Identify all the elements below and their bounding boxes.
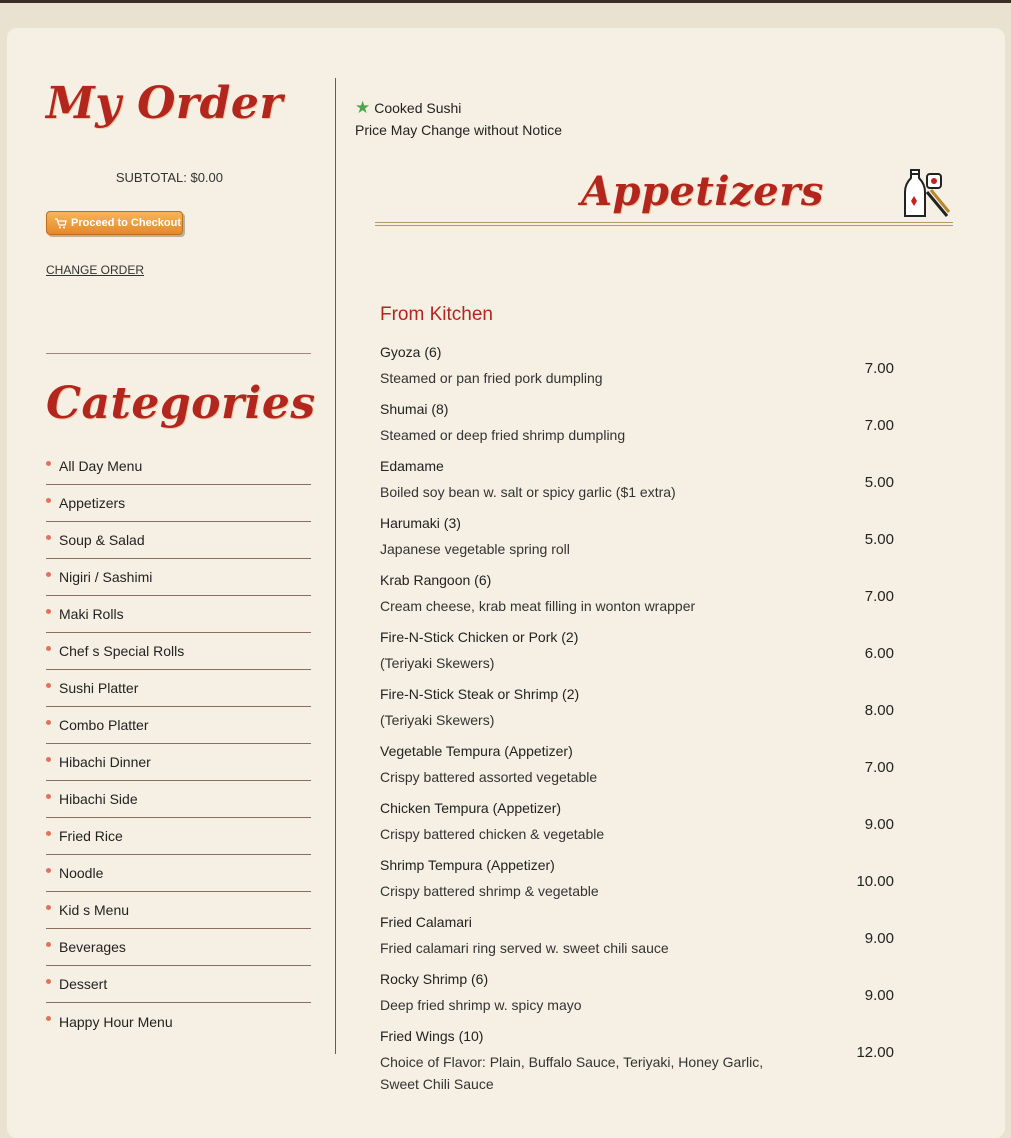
category-label: All Day Menu bbox=[59, 458, 143, 474]
proceed-to-checkout-button[interactable] bbox=[46, 211, 183, 235]
item-name: Edamame bbox=[380, 458, 444, 474]
item-description: Crispy battered assorted vegetable bbox=[380, 769, 598, 785]
category-item[interactable] bbox=[46, 929, 311, 966]
section-header bbox=[375, 168, 955, 228]
category-label: Fried Rice bbox=[59, 828, 123, 844]
cooked-sushi-label: Cooked Sushi bbox=[374, 100, 462, 116]
star-icon: ★ bbox=[355, 98, 371, 117]
category-label: Chef s Special Rolls bbox=[59, 643, 185, 659]
item-name: Rocky Shrimp (6) bbox=[380, 971, 489, 987]
menu-item-list bbox=[380, 344, 920, 1095]
item-name: Shumai (8) bbox=[380, 401, 449, 417]
menu-item[interactable] bbox=[380, 857, 920, 914]
bullet-icon bbox=[46, 535, 51, 540]
sidebar bbox=[46, 78, 316, 1030]
category-item[interactable] bbox=[46, 670, 311, 707]
section-underline-2 bbox=[375, 225, 953, 226]
item-name: Harumaki (3) bbox=[380, 515, 461, 531]
category-item[interactable] bbox=[46, 855, 311, 892]
bullet-icon bbox=[46, 683, 51, 688]
item-name: Krab Rangoon (6) bbox=[380, 572, 492, 588]
item-description: Japanese vegetable spring roll bbox=[380, 541, 570, 557]
menu-item[interactable] bbox=[380, 401, 920, 458]
item-description: Deep fried shrimp w. spicy mayo bbox=[380, 997, 582, 1013]
column-divider bbox=[335, 78, 336, 1054]
page-panel bbox=[7, 28, 1005, 1138]
bullet-icon bbox=[46, 646, 51, 651]
cart-icon bbox=[55, 218, 67, 229]
sake-bottle-icon bbox=[903, 166, 951, 220]
bullet-icon bbox=[46, 720, 51, 725]
checkout-label: Proceed to Checkout bbox=[71, 217, 182, 229]
sidebar-divider bbox=[46, 353, 311, 354]
category-label: Soup & Salad bbox=[59, 532, 145, 548]
change-order-link[interactable]: CHANGE ORDER bbox=[46, 263, 145, 277]
section-title: Appetizers bbox=[581, 168, 824, 215]
menu-item[interactable] bbox=[380, 743, 920, 800]
category-label: Happy Hour Menu bbox=[59, 1013, 173, 1030]
menu-item[interactable] bbox=[380, 515, 920, 572]
subcategory-title: From Kitchen bbox=[380, 304, 493, 325]
my-order-title: My Order bbox=[46, 78, 284, 129]
item-price: 7.00 bbox=[864, 588, 894, 605]
menu-item[interactable] bbox=[380, 458, 920, 515]
cooked-sushi-note bbox=[355, 98, 955, 118]
item-description: Crispy battered chicken & vegetable bbox=[380, 826, 605, 842]
bullet-icon bbox=[46, 979, 51, 984]
item-price: 6.00 bbox=[864, 645, 894, 662]
bullet-icon bbox=[46, 942, 51, 947]
item-name: Fried Wings (10) bbox=[380, 1028, 484, 1044]
bullet-icon bbox=[46, 1016, 51, 1021]
menu-item[interactable] bbox=[380, 572, 920, 629]
bullet-icon bbox=[46, 461, 51, 466]
item-price: 9.00 bbox=[864, 987, 894, 1004]
item-price: 9.00 bbox=[864, 816, 894, 833]
menu-item[interactable] bbox=[380, 686, 920, 743]
item-description: Fried calamari ring served w. sweet chili sauce bbox=[380, 940, 669, 956]
category-item[interactable] bbox=[46, 522, 311, 559]
category-label: Beverages bbox=[59, 939, 126, 955]
item-name: Gyoza (6) bbox=[380, 344, 442, 360]
bullet-icon bbox=[46, 794, 51, 799]
bullet-icon bbox=[46, 831, 51, 836]
category-label: Hibachi Dinner bbox=[59, 754, 151, 770]
item-name: Fire-N-Stick Chicken or Pork (2) bbox=[380, 629, 579, 645]
category-list bbox=[46, 448, 311, 1040]
bullet-icon bbox=[46, 757, 51, 762]
item-description: (Teriyaki Skewers) bbox=[380, 712, 495, 728]
category-item[interactable] bbox=[46, 966, 311, 1003]
item-name: Chicken Tempura (Appetizer) bbox=[380, 800, 562, 816]
item-description: Crispy battered shrimp & vegetable bbox=[380, 883, 599, 899]
menu-item[interactable] bbox=[380, 629, 920, 686]
menu-item[interactable] bbox=[380, 914, 920, 971]
menu-item[interactable] bbox=[380, 971, 920, 1028]
category-item[interactable] bbox=[46, 707, 311, 744]
category-label: Hibachi Side bbox=[59, 791, 138, 807]
item-name: Fire-N-Stick Steak or Shrimp (2) bbox=[380, 686, 580, 702]
item-price: 5.00 bbox=[864, 531, 894, 548]
item-price: 7.00 bbox=[864, 417, 894, 434]
category-label: Appetizers bbox=[59, 495, 126, 511]
bullet-icon bbox=[46, 498, 51, 503]
menu-item[interactable] bbox=[380, 1028, 920, 1095]
price-notice: Price May Change without Notice bbox=[355, 122, 562, 138]
item-name: Fried Calamari bbox=[380, 914, 472, 930]
category-item[interactable] bbox=[46, 559, 311, 596]
category-item[interactable] bbox=[46, 892, 311, 929]
item-description: Cream cheese, krab meat filling in wonton wrapper bbox=[380, 598, 696, 614]
item-name: Shrimp Tempura (Appetizer) bbox=[380, 857, 555, 873]
categories-title: Categories bbox=[46, 378, 316, 429]
item-price: 8.00 bbox=[864, 702, 894, 719]
item-price: 7.00 bbox=[864, 360, 894, 377]
subtotal: SUBTOTAL: $0.00 bbox=[115, 170, 223, 185]
item-description: Steamed or pan fried pork dumpling bbox=[380, 370, 603, 386]
category-label: Maki Rolls bbox=[59, 606, 124, 622]
category-item[interactable] bbox=[46, 596, 311, 633]
category-label: Combo Platter bbox=[59, 717, 149, 733]
category-item[interactable] bbox=[46, 448, 311, 485]
menu-item[interactable] bbox=[380, 344, 920, 401]
item-price: 7.00 bbox=[864, 759, 894, 776]
item-description: Steamed or deep fried shrimp dumpling bbox=[380, 427, 626, 443]
item-price: 12.00 bbox=[856, 1044, 894, 1061]
bullet-icon bbox=[46, 868, 51, 873]
category-item[interactable] bbox=[46, 744, 311, 781]
category-item[interactable] bbox=[46, 781, 311, 818]
item-price: 9.00 bbox=[864, 930, 894, 947]
menu-content bbox=[355, 98, 955, 1092]
item-description: Choice of Flavor: Plain, Buffalo Sauce, Teriyaki, Honey Garlic, Sweet Chili Sauce bbox=[380, 1054, 764, 1092]
category-item[interactable] bbox=[46, 485, 311, 522]
category-label: Noodle bbox=[59, 865, 104, 881]
bullet-icon bbox=[46, 609, 51, 614]
category-label: Sushi Platter bbox=[59, 680, 139, 696]
section-underline bbox=[375, 222, 953, 223]
item-price: 10.00 bbox=[856, 873, 894, 890]
category-item[interactable] bbox=[46, 818, 311, 855]
category-label: Nigiri / Sashimi bbox=[59, 569, 153, 585]
item-name: Vegetable Tempura (Appetizer) bbox=[380, 743, 573, 759]
item-price: 5.00 bbox=[864, 474, 894, 491]
top-bar bbox=[0, 0, 1011, 3]
item-description: (Teriyaki Skewers) bbox=[380, 655, 495, 671]
category-label: Dessert bbox=[59, 976, 108, 992]
item-description: Boiled soy bean w. salt or spicy garlic ($1 extra) bbox=[380, 484, 676, 500]
menu-item[interactable] bbox=[380, 800, 920, 857]
category-item[interactable] bbox=[46, 633, 311, 670]
category-item[interactable] bbox=[46, 1003, 311, 1040]
bullet-icon bbox=[46, 572, 51, 577]
bullet-icon bbox=[46, 905, 51, 910]
category-label: Kid s Menu bbox=[59, 902, 130, 918]
